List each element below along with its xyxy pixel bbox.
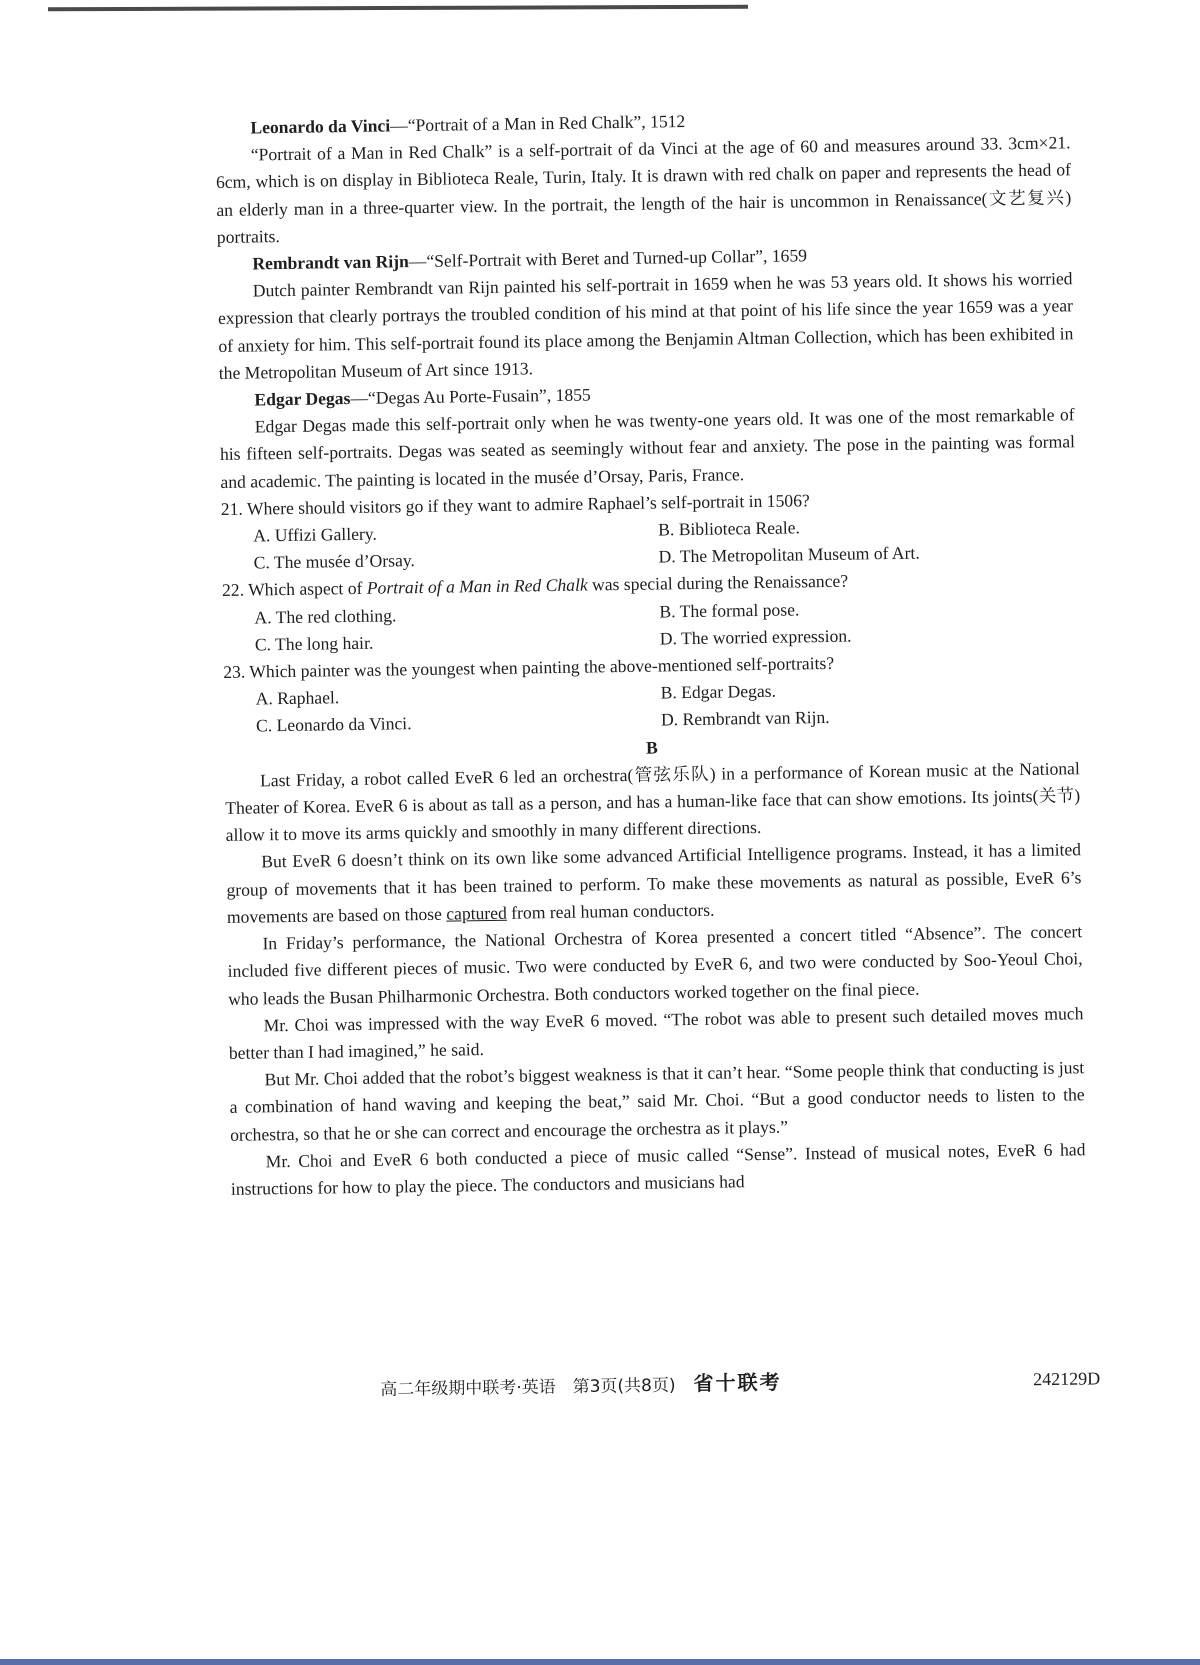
question-23 <box>223 646 1079 740</box>
page-footer <box>380 1361 1100 1401</box>
exam-page <box>215 102 1086 1203</box>
degas-paragraph: Edgar Degas made this self-portrait only when he was twenty-one years old. It was one of the most remarkable of his fifteen self-portraits. Degas was seated as seemingly without fear and anxiety. The pose in the painting was formal and academic. The painting is located in the musée d’Orsay, Paris, France. <box>219 404 1076 492</box>
option-a: A. Uffizi Gallery. <box>253 523 377 546</box>
option-a: A. The red clothing. <box>254 605 397 628</box>
passage-b-paragraph-6: Mr. Choi and EveR 6 both conducted a piece of music called “Sense”. Instead of musical notes, EveR 6 had instructions for how to play the piece. The conductors and musicians had <box>230 1138 1086 1199</box>
question-stem: 21. Where should visitors go if they want to admire Raphael’s self-portrait in 1506? <box>220 490 810 519</box>
passage-b-paragraph-3: In Friday’s performance, the National Orchestra of Korea presented a concert titled “Absence”. The concert included five different pieces of music. Two were conducted by EveR 6, and two were conducted by Soo-Yeoul Choi, who leads the Busan Philharmonic Orchestra. Both conductors worked together on the final piece. <box>227 921 1083 1009</box>
stem-post: was special during the Renaissance? <box>587 571 849 595</box>
option-d: D. The worried expression. <box>659 625 852 649</box>
passage-b-paragraph-1: Last Friday, a robot called EveR 6 led an orchestra(管弦乐队) in a performance of Korean music at the National Theater of Korea. EveR 6 is about as tall as a person, and has a human-like face that can show emotions. Its joints(关节) allow it to move its arms quickly and smoothly in many different directions. <box>225 758 1081 846</box>
question-stem: 23. Which painter was the youngest when painting the above-mentioned self-portraits? <box>223 652 835 683</box>
degas-title: —“Degas Au Porte-Fusain”, 1855 <box>350 384 591 409</box>
underlined-word: captured <box>446 902 507 924</box>
passage-b-paragraph-4: Mr. Choi was impressed with the way EveR 6 moved. “The robot was able to present such detailed moves much better than I had imagined,” he said. <box>228 1002 1084 1063</box>
footer-brand: 省十联考 <box>693 1370 782 1396</box>
footer-exam-info: 高二年级期中联考·英语 第3页(共8页) <box>380 1375 676 1400</box>
passage-b-paragraph-2 <box>226 837 1082 931</box>
option-d: D. Rembrandt van Rijn. <box>660 707 830 730</box>
question-22 <box>222 565 1078 659</box>
option-c: C. The musée d’Orsay. <box>253 550 416 573</box>
stem-pre: 22. Which aspect of <box>221 578 367 601</box>
rembrandt-title: —“Self-Portrait with Beret and Turned-up Collar”, 1659 <box>408 245 808 272</box>
option-a: A. Raphael. <box>255 687 340 709</box>
passage-b-paragraph-5: But Mr. Choi added that the robot’s biggest weakness is that it can’t hear. “Some people think that conducting is just a combination of hand waving and keeping the beat,” said Mr. Choi. “But a good conductor needs to listen to the orchestra, so that he or she can correct and encourage the orchestra as it plays.” <box>229 1057 1085 1145</box>
footer-code: 242129D <box>1033 1368 1101 1390</box>
option-b: B. Edgar Degas. <box>660 681 777 703</box>
leonardo-artist: Leonardo da Vinci <box>250 115 391 138</box>
option-b: B. The formal pose. <box>659 599 800 622</box>
p2-post: from real human conductors. <box>506 899 715 923</box>
section-b-label: B <box>645 737 658 758</box>
leonardo-paragraph: “Portrait of a Man in Red Chalk” is a self-portrait of da Vinci at the age of 60 and measures around 33. 3cm×21. 6cm, which is on display in Biblioteca Reale, Turin, Italy. It is drawn with red chalk on paper and represents the head of an elderly man in a three-quarter view. In the portrait, the length of the hair is uncommon in Renaissance(文艺复兴) portraits. <box>215 132 1072 247</box>
option-c: C. Leonardo da Vinci. <box>255 713 412 736</box>
rembrandt-paragraph: Dutch painter Rembrandt van Rijn painted his self-portrait in 1659 when he was 53 years old. It shows his worried expression that clearly portrays the troubled condition of his mind at that point of his life since the year 1659 was a year of anxiety for him. This self-portrait found its place among the Benjamin Altman Collection, which has been exhibited in the Metropolitan Museum of Art since 1913. <box>217 268 1074 383</box>
question-21 <box>221 483 1077 577</box>
option-b: B. Biblioteca Reale. <box>658 517 801 540</box>
option-c: C. The long hair. <box>254 632 374 655</box>
rembrandt-artist: Rembrandt van Rijn <box>252 251 409 274</box>
p2-pre: But EveR 6 doesn’t think on its own like some advanced Artificial Intelligence programs. Instead, it has a limited group of movements that it has been trained to perform. To make these movements as natural as possible, EveR 6’s movements are based on those <box>226 839 1082 927</box>
leonardo-title: —“Portrait of a Man in Red Chalk”, 1512 <box>390 111 686 136</box>
stem-title: Portrait of a Man in Red Chalk <box>366 574 588 599</box>
degas-artist: Edgar Degas <box>254 388 351 410</box>
scan-bottom-edge <box>0 1659 1200 1665</box>
scan-top-edge <box>48 5 748 11</box>
option-d: D. The Metropolitan Museum of Art. <box>658 542 920 567</box>
